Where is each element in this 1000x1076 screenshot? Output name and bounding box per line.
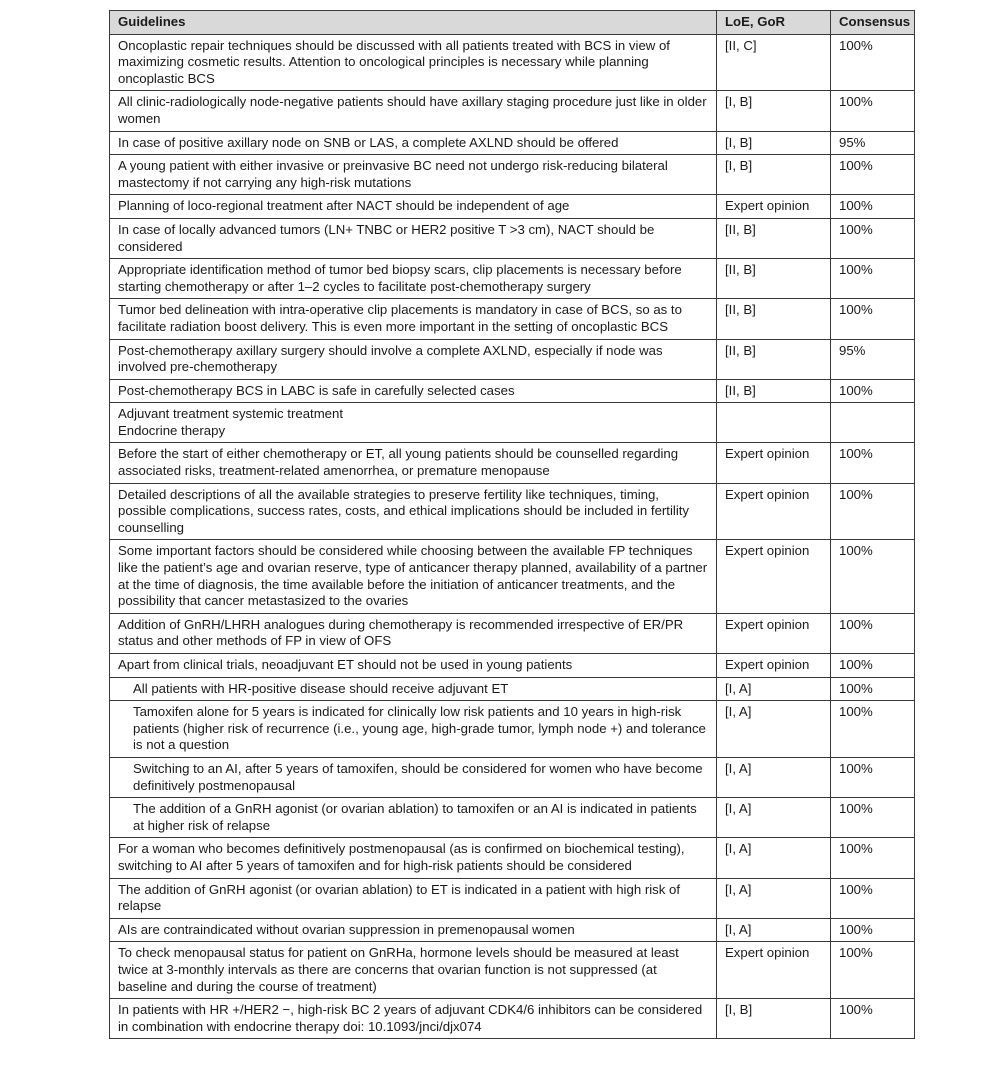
guidelines-table-container <box>109 10 914 1039</box>
loe-cell: Expert opinion <box>717 443 831 483</box>
table-row <box>110 654 915 678</box>
loe-cell: Expert opinion <box>717 195 831 219</box>
table-row <box>110 195 915 219</box>
consensus-cell: 100% <box>831 91 915 131</box>
loe-cell: Expert opinion <box>717 654 831 678</box>
guideline-cell: For a woman who becomes definitively postmenopausal (as is confirmed on biochemical testing), switching to AI after 5 years of tamoxifen and for high-risk patients should be considered <box>110 838 717 878</box>
consensus-cell: 100% <box>831 259 915 299</box>
consensus-cell: 100% <box>831 878 915 918</box>
consensus-cell: 100% <box>831 918 915 942</box>
guideline-cell: In case of locally advanced tumors (LN+ TNBC or HER2 positive T >3 cm), NACT should be considered <box>110 218 717 258</box>
consensus-cell: 100% <box>831 677 915 701</box>
guideline-cell: Tumor bed delineation with intra-operative clip placements is mandatory in case of BCS, so as to facilitate radiation boost delivery. This is even more important in the setting of oncoplastic BCS <box>110 299 717 339</box>
guideline-cell: To check menopausal status for patient on GnRHa, hormone levels should be measured at least twice at 3-monthly intervals as there are concerns that ovarian function is not suppressed (at baseline and during the course of treatment) <box>110 942 717 999</box>
table-row <box>110 942 915 999</box>
consensus-cell: 100% <box>831 798 915 838</box>
table-row <box>110 91 915 131</box>
consensus-cell: 100% <box>831 838 915 878</box>
table-row <box>110 155 915 195</box>
guideline-cell: A young patient with either invasive or preinvasive BC need not undergo risk-reducing bilateral mastectomy if not carrying any high-risk mutations <box>110 155 717 195</box>
section-row <box>110 403 915 443</box>
loe-cell: [II, C] <box>717 34 831 91</box>
loe-cell <box>717 403 831 443</box>
table-row <box>110 918 915 942</box>
loe-cell: [II, B] <box>717 259 831 299</box>
table-row <box>110 878 915 918</box>
table-row <box>110 999 915 1039</box>
consensus-cell <box>831 403 915 443</box>
consensus-cell: 100% <box>831 999 915 1039</box>
consensus-cell: 100% <box>831 195 915 219</box>
loe-cell: [II, B] <box>717 379 831 403</box>
consensus-cell: 100% <box>831 218 915 258</box>
guideline-cell: Post-chemotherapy BCS in LABC is safe in carefully selected cases <box>110 379 717 403</box>
consensus-cell: 95% <box>831 131 915 155</box>
loe-cell: [I, A] <box>717 757 831 797</box>
loe-cell: [I, B] <box>717 131 831 155</box>
table-row <box>110 259 915 299</box>
guideline-cell: Before the start of either chemotherapy or ET, all young patients should be counselled regarding associated risks, treatment-related amenorrhea, or premature menopause <box>110 443 717 483</box>
consensus-cell: 100% <box>831 155 915 195</box>
loe-cell: [I, B] <box>717 999 831 1039</box>
guideline-cell: In case of positive axillary node on SNB or LAS, a complete AXLND should be offered <box>110 131 717 155</box>
guideline-cell: Detailed descriptions of all the available strategies to preserve fertility like techniques, timing, possible complications, success rates, costs, and ethical implications should be included in fertility counselling <box>110 483 717 540</box>
consensus-cell: 100% <box>831 613 915 653</box>
section-heading-line1: Adjuvant treatment systemic treatment <box>118 406 344 422</box>
guideline-cell: Addition of GnRH/LHRH analogues during chemotherapy is recommended irrespective of ER/PR status and other methods of FP in view of OFS <box>110 613 717 653</box>
consensus-cell: 100% <box>831 34 915 91</box>
consensus-cell: 100% <box>831 540 915 613</box>
guideline-cell: Oncoplastic repair techniques should be discussed with all patients treated with BCS in view of maximizing cosmetic results. Attention to oncological principles is necessary while planning oncoplastic BCS <box>110 34 717 91</box>
loe-cell: [I, A] <box>717 677 831 701</box>
loe-cell: [II, B] <box>717 299 831 339</box>
table-row <box>110 131 915 155</box>
table-row <box>110 798 915 838</box>
table-row <box>110 34 915 91</box>
table-row <box>110 339 915 379</box>
consensus-cell: 100% <box>831 379 915 403</box>
header-loe-gor: LoE, GoR <box>717 11 831 35</box>
loe-cell: [I, B] <box>717 155 831 195</box>
consensus-cell: 100% <box>831 299 915 339</box>
guideline-cell: Apart from clinical trials, neoadjuvant ET should not be used in young patients <box>110 654 717 678</box>
consensus-cell: 100% <box>831 443 915 483</box>
guideline-cell: Appropriate identification method of tumor bed biopsy scars, clip placements is necessary before starting chemotherapy or after 1–2 cycles to facilitate post-chemotherapy surgery <box>110 259 717 299</box>
loe-cell: [I, A] <box>717 838 831 878</box>
consensus-cell: 100% <box>831 483 915 540</box>
loe-cell: [I, A] <box>717 798 831 838</box>
table-row <box>110 218 915 258</box>
table-row <box>110 757 915 797</box>
table-row <box>110 838 915 878</box>
header-consensus: Consensus <box>831 11 915 35</box>
guideline-cell: The addition of GnRH agonist (or ovarian ablation) to ET is indicated in a patient with high risk of relapse <box>110 878 717 918</box>
loe-cell: [II, B] <box>717 218 831 258</box>
guideline-cell: AIs are contraindicated without ovarian suppression in premenopausal women <box>110 918 717 942</box>
table-row <box>110 483 915 540</box>
loe-cell: Expert opinion <box>717 540 831 613</box>
table-row <box>110 299 915 339</box>
guideline-cell: Planning of loco-regional treatment after NACT should be independent of age <box>110 195 717 219</box>
header-guidelines: Guidelines <box>110 11 717 35</box>
section-heading-cell <box>110 403 717 443</box>
loe-cell: [I, B] <box>717 91 831 131</box>
table-row <box>110 443 915 483</box>
consensus-cell: 100% <box>831 701 915 758</box>
loe-cell: [II, B] <box>717 339 831 379</box>
guideline-cell: Tamoxifen alone for 5 years is indicated for clinically low risk patients and 10 years in high-risk patients (higher risk of recurrence (i.e., young age, high-grade tumor, lymph node +) and tolerance is not a question <box>110 701 717 758</box>
table-row <box>110 701 915 758</box>
loe-cell: Expert opinion <box>717 483 831 540</box>
guideline-cell: The addition of a GnRH agonist (or ovarian ablation) to tamoxifen or an AI is indicated in patients at higher risk of relapse <box>110 798 717 838</box>
loe-cell: Expert opinion <box>717 613 831 653</box>
table-row <box>110 613 915 653</box>
table-row <box>110 677 915 701</box>
consensus-cell: 100% <box>831 654 915 678</box>
guideline-cell: All patients with HR-positive disease should receive adjuvant ET <box>110 677 717 701</box>
loe-cell: [I, A] <box>717 918 831 942</box>
table-row <box>110 379 915 403</box>
guideline-cell: In patients with HR +/HER2 −, high-risk BC 2 years of adjuvant CDK4/6 inhibitors can be considered in combination with endocrine therapy doi: 10.1093/jnci/djx074 <box>110 999 717 1039</box>
section-heading-line2: Endocrine therapy <box>118 422 226 438</box>
header-row <box>110 11 915 35</box>
guideline-cell: Some important factors should be considered while choosing between the available FP techniques like the patient’s age and ovarian reserve, type of anticancer therapy planned, availability of a partner at the time of diagnosis, the time available before the initiation of anticancer treatments, and the possibility that cancer metastasized to the ovaries <box>110 540 717 613</box>
loe-cell: Expert opinion <box>717 942 831 999</box>
consensus-cell: 100% <box>831 942 915 999</box>
guidelines-table <box>109 10 915 1039</box>
guideline-cell: Post-chemotherapy axillary surgery should involve a complete AXLND, especially if node was involved pre-chemotherapy <box>110 339 717 379</box>
guideline-cell: Switching to an AI, after 5 years of tamoxifen, should be considered for women who have become definitively postmenopausal <box>110 757 717 797</box>
loe-cell: [I, A] <box>717 701 831 758</box>
table-row <box>110 540 915 613</box>
loe-cell: [I, A] <box>717 878 831 918</box>
guideline-cell: All clinic-radiologically node-negative patients should have axillary staging procedure just like in older women <box>110 91 717 131</box>
consensus-cell: 100% <box>831 757 915 797</box>
consensus-cell: 95% <box>831 339 915 379</box>
